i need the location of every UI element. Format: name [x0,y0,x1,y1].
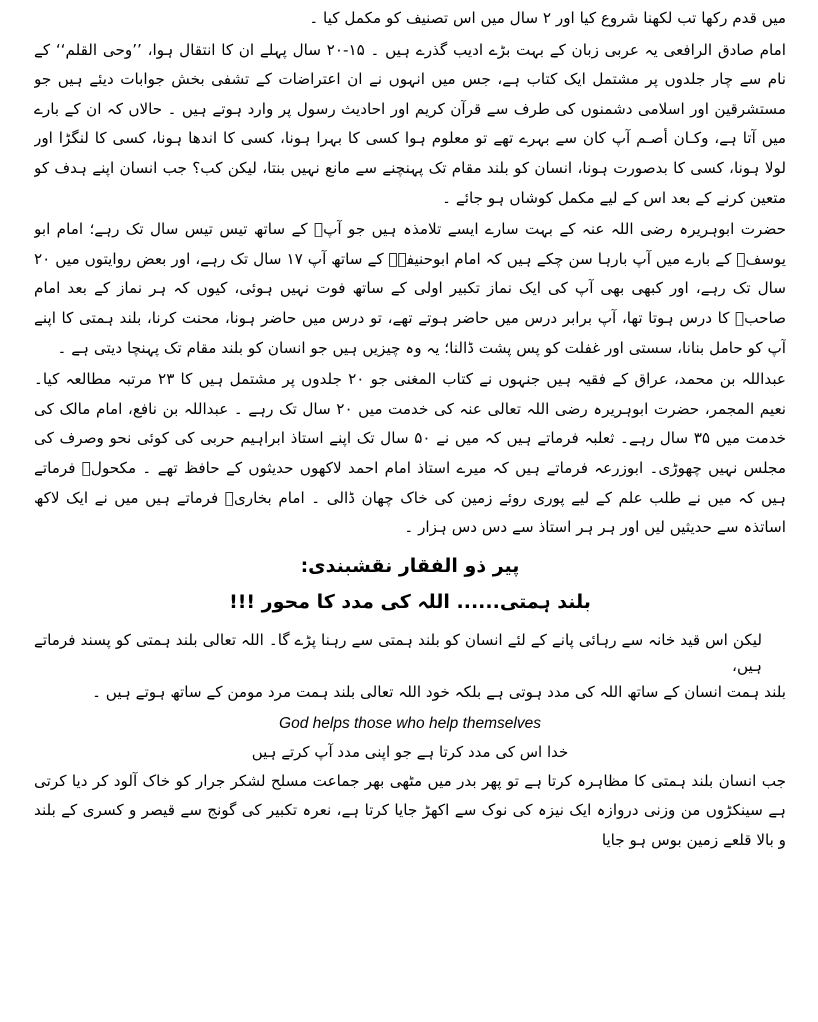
quote-line-1: لیکن اس قید خانہ سے رہائی پانے کے لئے انسان کو بلند ہمتی سے رہنا پڑے گا۔ اللہ تعالی بلند ہمتی کو پسند فرماتے ہیں، [34,630,762,675]
quote-block [34,627,786,705]
paragraph-final: جب انسان بلند ہمتی کا مظاہرہ کرتا ہے تو پھر بدر میں مٹھی بھر جماعت مسلح لشکر جرار کو خاک آلود کر دیا کرتی ہے سینکڑوں من وزنی دروازہ ایک نیزہ کی نوک سے اکھڑ جایا کرتا ہے، نعرہ تکبیر کی گونج سے قیصر و کسری کے بلند و بالا قلعے زمین بوس ہو جایا [34,771,786,849]
quote-line-2: بلند ہمت انسان کے ساتھ اللہ کی مدد ہوتی ہے بلکہ خود اللہ تعالی بلند ہمت مرد مومن کے ساتھ ہوتے ہیں ۔ [92,682,786,701]
paragraph-rafai: امام صادق الرافعی یہ عربی زبان کے بہت بڑے ادیب گذرے ہیں ۔ ۱۵-۲۰ سال پہلے ان کا انتقال ہوا، ’’وحی القلم‘‘ کے نام سے چار جلدوں پر مشتمل ایک کتاب ہے، جس میں انہوں نے ان اعتراضات کے تشفی بخش جوابات دیئے ہیں جو مستشرقین اور اسلامی دشمنوں کی طرف سے قرآن کریم اور احادیث رسول پر وارد ہوتے ہیں ۔ حالاں کہ ان کے بارے میں آتا ہے، وکـان أصـم آپ کان سے بہرے تھے تو معلوم ہوا کسی کا بہرا ہونا، کسی کا اندھا ہونا، کسی کا لنگڑا اور لولا ہونا، کسی کا بدصورت ہونا، انسان کو بلند مقام تک پہنچنے سے مانع نہیں بنتا، لیکن کب؟ جب انسان اپنے ہدف کو متعین کرنے کے بعد اس کے لیے مکمل کوشاں ہو جائے ۔ [34,40,786,207]
paragraph-abu-hurairah-students: حضرت ابوہریرہ رضی اللہ عنہ کے بہت سارے ایسے تلامذہ ہیں جو آپؓ کے ساتھ تیس تیس سال تک رہے؛ امام ابو یوسفؒ کے بارے میں آپ بارہا سن چکے ہیں کہ امام ابوحنیفہؒ کے ساتھ آپ ۱۷ سال تک رہے، اور بعض روایتوں میں ۲۰ سال تک رہے، اور کبھی بھی آپ کی ایک نماز تکبیر اولی کے ساتھ فوت نہیں ہوئی، کیوں کہ ہر نماز کے بعد امام صاحبؒ کا درس ہوتا تھا، آپ برابر درس میں حاضر ہوتے تھے، تو درس میں حاضر ہونا، محنت کرنا، بلند ہمتی کا اپنے آپ کو حامل بنانا، سستی اور غفلت کو پس پشت ڈالنا؛ یہ وہ چیزیں ہیں جو انسان کو بلند مقام تک پہنچا دیتی ہے ۔ [34,220,786,357]
english-quote: God helps those who help themselves [279,714,541,732]
paragraph-scholars: عبداللہ بن محمد، عراق کے فقیہ ہیں جنہوں نے کتاب المغنی جو ۲۰ جلدوں پر مشتمل ہیں کا ۲۳ مرتبہ مطالعہ کیا۔ نعیم المجمر، حضرت ابوہریرہ رضی اللہ تعالی عنہ کی خدمت میں ۲۰ سال تک رہے ۔ عبداللہ بن نافع، امام مالک کی خدمت میں ۳۵ سال رہے۔ ثعلبہ فرماتے ہیں کہ میں نے ۵۰ سال تک اپنے استاذ ابراہیم حربی کی کوئی نحو وصرف کی مجلس نہیں چھوڑی۔ ابوزرعہ فرماتے ہیں کہ میرے استاذ امام احمد لاکھوں حدیثوں کے حافظ تھے ۔ مکحولؒ فرماتے ہیں کہ میں نے طلب علم کے لیے پوری روئے زمین کی خاک چھان ڈالی ۔ امام بخاریؒ فرماتے ہیں میں نے ایک لاکھ اساتذہ سے حدیثیں لیں اور ہر ہر استاذ سے دس دس ہزار ۔ [34,370,786,537]
document-page [34,4,786,1018]
urdu-proverb: خدا اس کی مدد کرتا ہے جو اپنی مدد آپ کرتے ہیں [251,742,569,761]
paragraph-intro: میں قدم رکھا تب لکھنا شروع کیا اور ۲ سال میں اس تصنیف کو مکمل کیا ۔ [309,9,786,27]
section-title: بلند ہمتی...... اللہ کی مدد کا محور !!! [229,590,591,613]
author-heading: پیر ذو الفقار نقشبندی: [300,554,520,577]
